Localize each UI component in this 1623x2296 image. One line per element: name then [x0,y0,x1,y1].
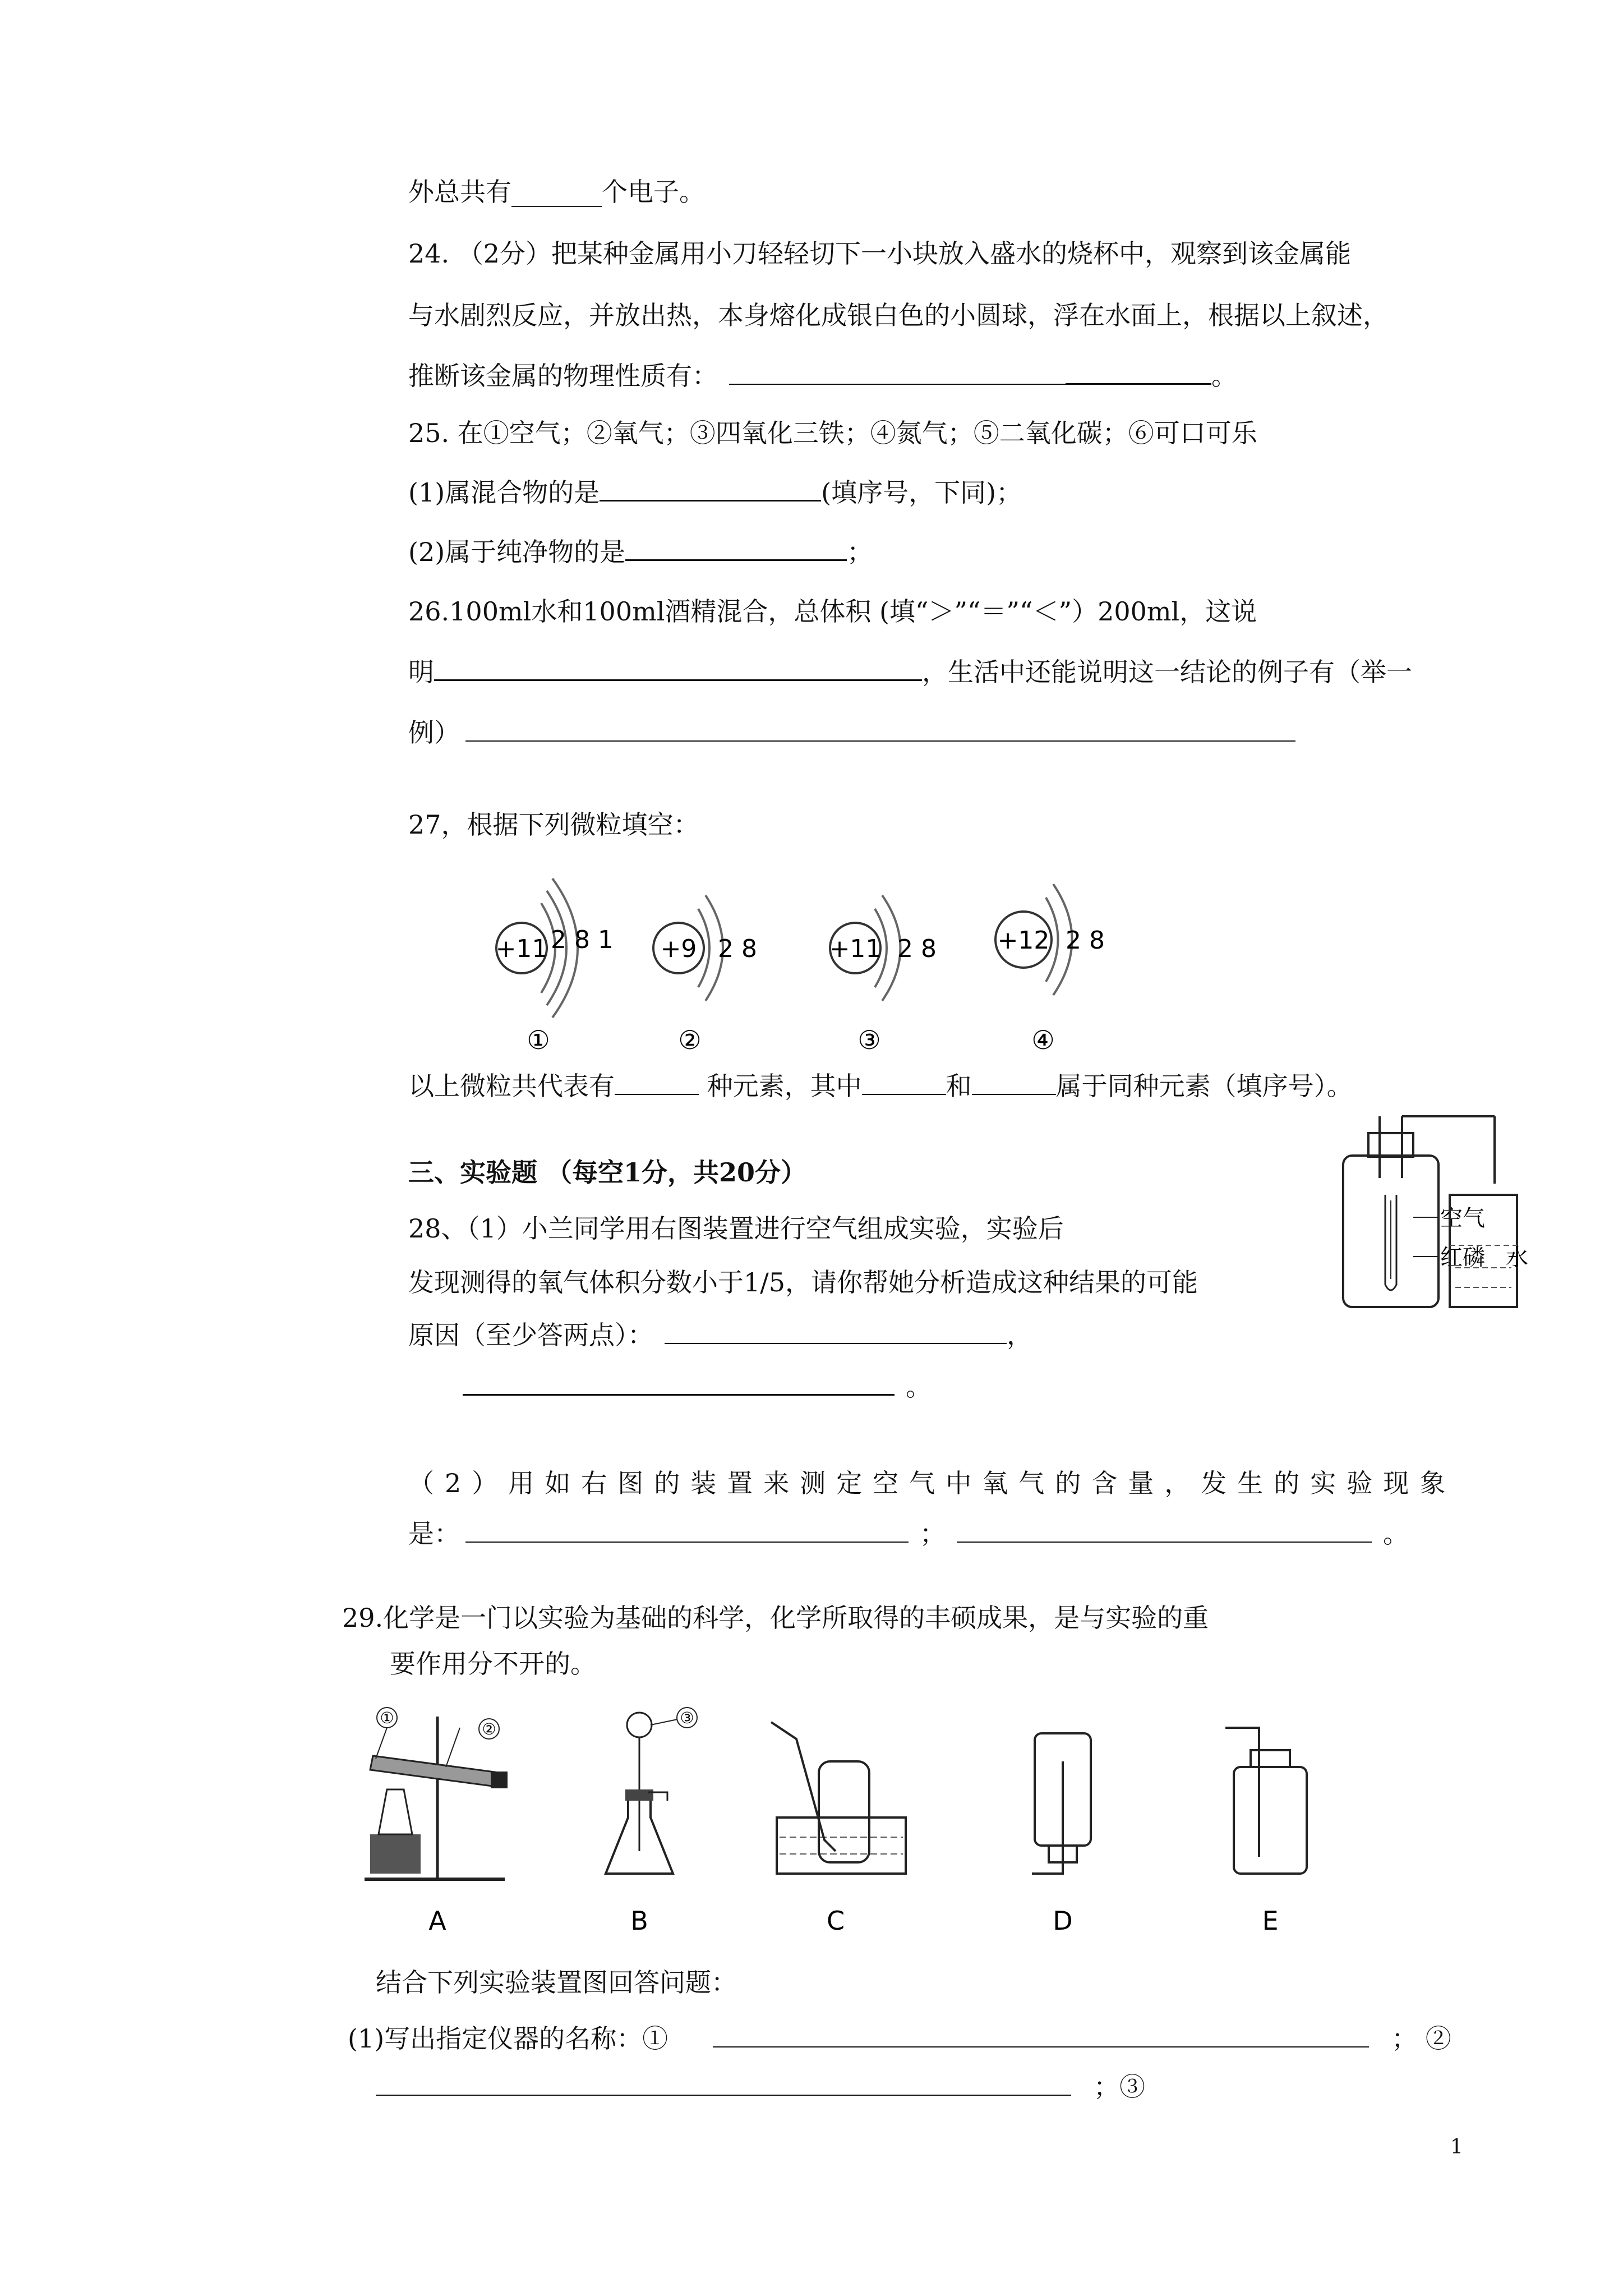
q28-line-3 [408,1318,1032,1352]
atomic-structure-diagrams [482,858,1127,1066]
atom-2-label: ② [678,1025,702,1055]
atom-3-label: ③ [857,1025,881,1055]
apparatus-d-label: D [1053,1906,1073,1936]
atom-4-label: ④ [1031,1025,1055,1055]
q29-part-1-line [348,2022,1451,2055]
q28-line-2: 发现测得的氧气体积分数小于1/5，请你帮她分析造成这种结果的可能 [408,1267,1198,1297]
q25-part-2-prompt: (2)属于纯净物的是 [408,537,626,567]
q25-part-1-note: (填序号，下同)； [821,477,1022,508]
q28-phenomenon-blank-2[interactable] [957,1525,1372,1543]
q26-example-prompt: ，生活中还能说明这一结论的例子有（举一 [922,657,1412,687]
apparatus-a-label: A [428,1906,446,1936]
q28-semicolon: ； [920,1519,946,1549]
q26-line-1: 26.100ml水和100ml酒精混合，总体积 (填“＞”“＝”“＜”）200ml，这说 [408,596,1257,627]
q28-phenomenon-prompt: 是： [408,1519,460,1549]
q28-reason-prompt: 原因（至少答两点）： [408,1320,653,1350]
page-number: 1 [1450,2136,1463,2159]
atom-3 [829,895,937,1055]
q28-line-4 [463,1370,932,1404]
q24-end: 。 [1211,361,1237,391]
q27-prompt-3: 和 [946,1071,972,1101]
q29-line-1: 29.化学是一门以实验为基础的科学，化学所取得的丰硕成果，是与实验的重 [342,1603,1209,1633]
apparatus-c-label: C [826,1906,845,1936]
atom-4-nucleus: +12 [997,926,1050,955]
q25-part-1-prompt: (1)属混合物的是 [408,477,600,508]
q28-part-2-line-1: （2）用如右图的装置来测定空气中氧气的含量，发生的实验现象 [408,1468,1456,1498]
q24-line-1: 24. （2分）把某种金属用小刀轻轻切下一小块放入盛水的烧杯中，观察到该金属能 [408,238,1352,269]
q28-phenomenon-blank-1[interactable] [465,1525,909,1543]
atom-1-label: ① [527,1025,550,1055]
apparatus-b-label: B [630,1906,648,1936]
q29-instrument-1-blank[interactable] [713,2030,1369,2047]
q27-element-count-blank[interactable] [615,1077,699,1095]
q25-stem: 25. 在①空气；②氧气；③四氧化三铁；④氮气；⑤二氧化碳；⑥可口可乐 [408,418,1257,448]
q26-line-2 [408,655,1412,689]
q28-line-1: 28、（1）小兰同学用右图装置进行空气组成实验，实验后 [408,1213,1064,1244]
atom-1-shells: 2 8 1 [551,926,614,954]
q29-instrument-2-prompt: ； ② [1391,2023,1451,2054]
q27-answer-line [408,1069,1353,1103]
air-label: 空气 [1440,1205,1485,1231]
marker-1: ① [380,1709,394,1727]
q28-end: 。 [1383,1519,1409,1549]
q24-answer-blank-2[interactable] [1066,366,1211,385]
q29-part-1-line-2 [376,2070,1145,2104]
atom-4 [995,884,1105,1055]
q29-line-3: 结合下列实验装置图回答问题： [376,1967,737,1998]
atom-3-shells: 2 8 [897,935,937,963]
apparatus-e [1225,1728,1307,1936]
q25-part-2 [408,535,873,569]
marker-2: ② [482,1720,496,1738]
apparatus-e-label: E [1262,1906,1279,1936]
q28-reason-blank-1[interactable] [665,1326,1007,1344]
q24-line-3 [408,359,1237,393]
q26-explain-blank[interactable] [434,662,922,681]
q28-reason-blank-2[interactable] [463,1377,895,1396]
q28-part-2-line-2 [408,1517,1409,1550]
q26-example-label: 例） [408,717,460,748]
q27-same-element-blank-1[interactable] [862,1077,946,1095]
q24-answer-blank[interactable] [729,367,1066,385]
q29-instrument-2-blank[interactable] [376,2078,1071,2096]
apparatus-c [771,1722,906,1936]
lab-apparatus-diagrams [353,1705,1363,1941]
marker-3: ③ [680,1709,694,1727]
q27-same-element-blank-2[interactable] [972,1077,1056,1095]
q25-pure-blank[interactable] [625,542,847,561]
q25-part-2-end: ； [847,537,873,567]
q26-explain-prompt: 明 [408,657,434,687]
atom-3-nucleus: +11 [829,935,882,963]
q25-mixture-blank[interactable] [600,483,821,501]
q26-example-blank[interactable] [465,724,1295,742]
atom-1 [496,878,614,1055]
q29-instrument-3-prompt: ；③ [1094,2072,1145,2102]
q29-line-2: 要作用分不开的。 [390,1649,596,1679]
q26-line-3 [408,716,1295,749]
q25-part-1 [408,476,1022,509]
section-3-heading: 三、实验题 （每空1分，共20分） [408,1157,807,1188]
q27-prompt-4: 属于同种元素（填序号）。 [1055,1071,1353,1101]
apparatus-d [1032,1733,1091,1936]
phosphorus-label: 红磷 [1440,1245,1485,1271]
q27-prompt-2: 种元素，其中 [699,1071,862,1101]
q29-part-1-prompt: (1)写出指定仪器的名称：① [348,2023,668,2054]
air-composition-apparatus [1338,1116,1528,1318]
water-label: 水 [1506,1245,1528,1271]
q24-line-2: 与水剧烈反应，并放出热，本身熔化成银白色的小圆球，浮在水面上，根据以上叙述， [408,300,1389,330]
atom-1-nucleus: +11 [495,935,548,963]
atom-4-shells: 2 8 [1066,926,1105,955]
q28-comma: ， [1007,1320,1032,1350]
q24-prompt: 推断该金属的物理性质有： [408,361,718,391]
apparatus-a [365,1708,508,1936]
q27-prompt: 以上微粒共代表有 [408,1071,615,1101]
q28-period: 。 [906,1372,932,1402]
atom-2-shells: 2 8 [718,935,757,963]
apparatus-b [606,1708,697,1936]
atom-2 [653,895,757,1055]
q27-stem: 27，根据下列微粒填空： [408,809,699,840]
atom-2-nucleus: +9 [660,935,697,963]
q23-continuation: 外总共有_______个电子。 [408,177,705,207]
